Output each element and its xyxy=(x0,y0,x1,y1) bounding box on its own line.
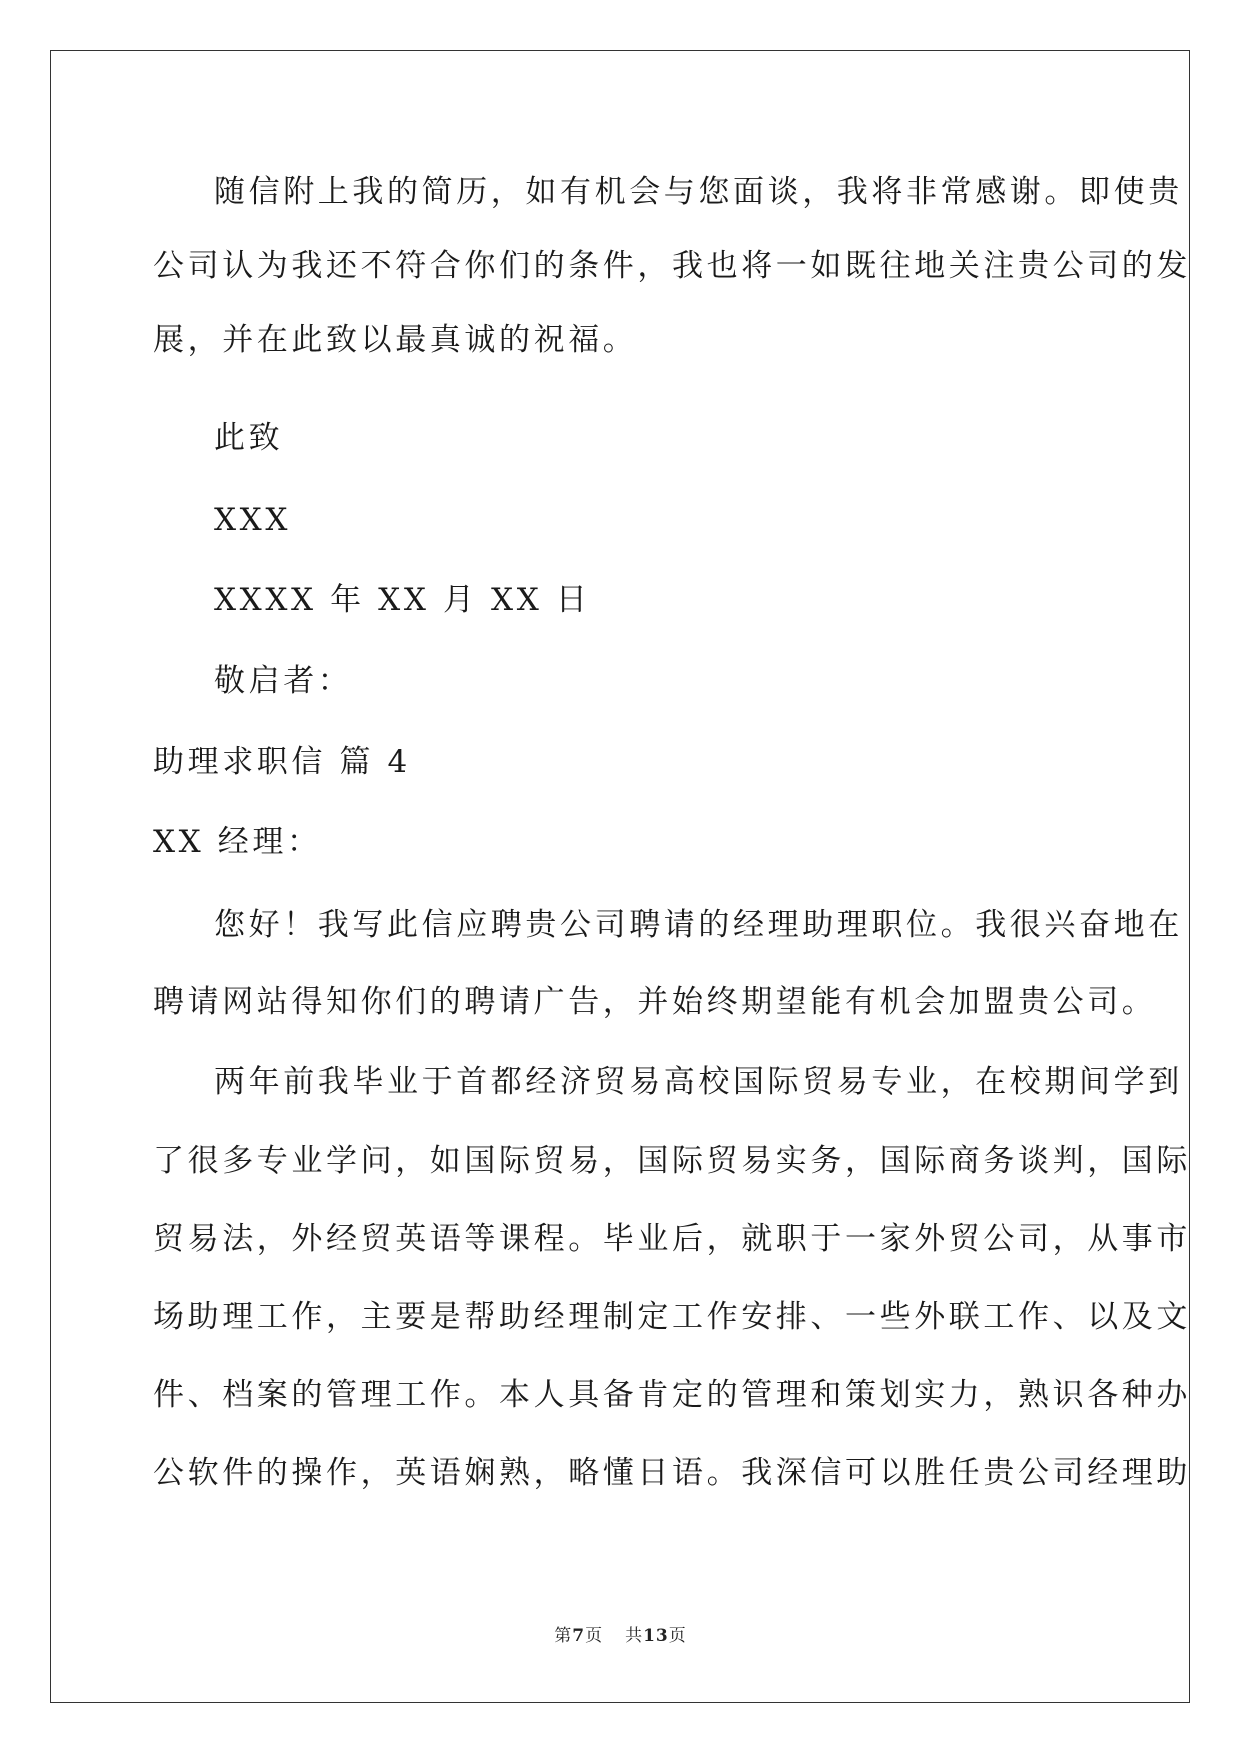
body-line-7: 了很多专业学问，如国际贸易，国际贸易实务，国际商务谈判，国际 xyxy=(153,1143,1191,1179)
body-line-4: 您好！我写此信应聘贵公司聘请的经理助理职位。我很兴奋地在 xyxy=(214,907,1183,943)
page-prefix: 第 xyxy=(554,1626,573,1646)
signature-date: XXXX 年 XX 月 XX 日 xyxy=(214,582,591,618)
total-prefix: 共 xyxy=(625,1626,644,1646)
page-footer xyxy=(0,1624,1241,1648)
body-line-9: 场助理工作，主要是帮助经理制定工作安排、一些外联工作、以及文 xyxy=(153,1299,1191,1335)
body-line-2: 公司认为我还不符合你们的条件，我也将一如既往地关注贵公司的发 xyxy=(153,248,1191,284)
body-line-6: 两年前我毕业于首都经济贸易高校国际贸易专业，在校期间学到 xyxy=(214,1064,1183,1100)
closing-salutation: 此致 xyxy=(214,420,284,456)
signature-name: XXX xyxy=(214,502,292,538)
body-line-11: 公软件的操作，英语娴熟，略懂日语。我深信可以胜任贵公司经理助 xyxy=(153,1455,1191,1491)
total-pages: 13 xyxy=(643,1626,669,1646)
section-heading: 助理求职信 篇 4 xyxy=(153,744,411,780)
page-unit: 页 xyxy=(585,1626,604,1646)
body-line-3: 展，并在此致以最真诚的祝福。 xyxy=(153,322,638,358)
signoff: 敬启者： xyxy=(214,663,353,699)
body-line-8: 贸易法，外经贸英语等课程。毕业后，就职于一家外贸公司，从事市 xyxy=(153,1221,1191,1257)
total-unit: 页 xyxy=(668,1626,687,1646)
body-line-5: 聘请网站得知你们的聘请广告，并始终期望能有机会加盟贵公司。 xyxy=(153,984,1157,1020)
body-line-10: 件、档案的管理工作。本人具备肯定的管理和策划实力，熟识各种办 xyxy=(153,1377,1191,1413)
page-number: 7 xyxy=(572,1626,586,1646)
greeting: XX 经理： xyxy=(153,824,322,860)
body-line-1: 随信附上我的简历，如有机会与您面谈，我将非常感谢。即使贵 xyxy=(214,174,1183,210)
